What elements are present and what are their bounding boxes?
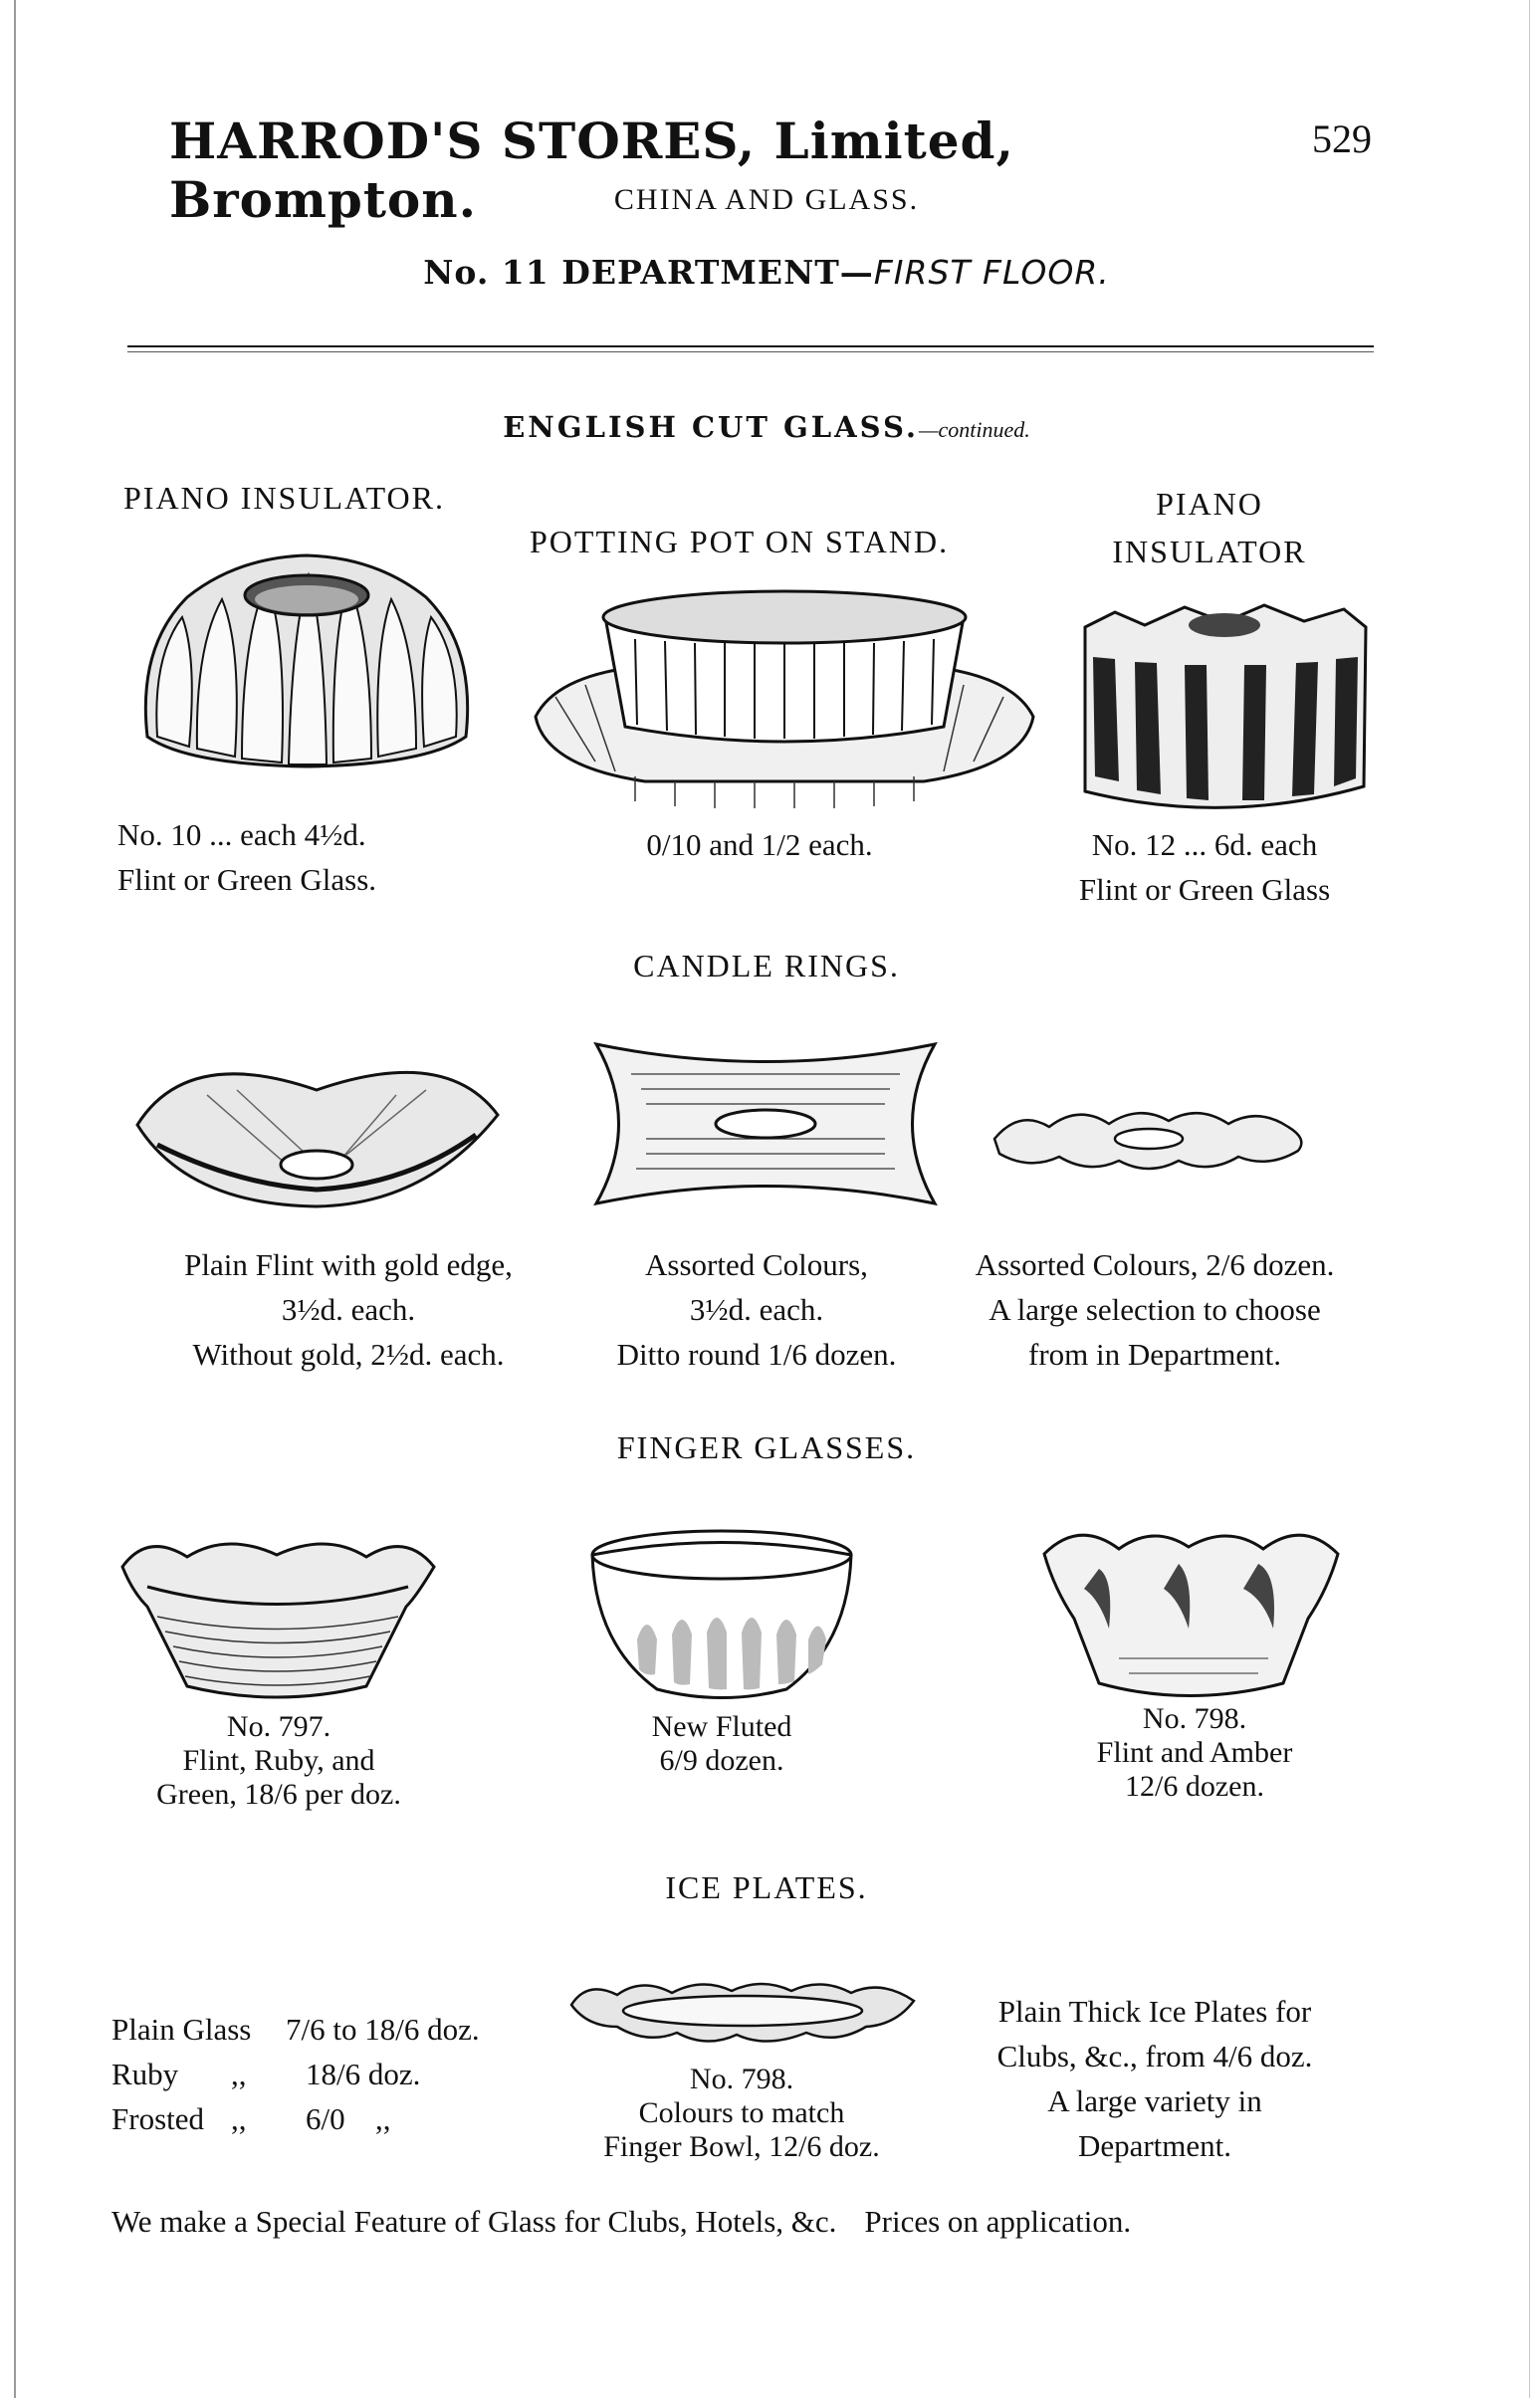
page-right-border	[1529, 0, 1530, 2398]
finger-glass-797-details	[100, 1710, 458, 1812]
ice-plates-right-note	[926, 1989, 1384, 2168]
candle-ring-2-details	[567, 1242, 946, 1377]
ice-plates-right-line-1: Plain Thick Ice Plates for	[997, 1994, 1312, 2029]
ice-plates-right-line-2: Clubs, &c., from 4/6 doz.	[996, 2039, 1313, 2073]
page-number: 529	[1312, 116, 1372, 161]
candle-ring-2-line-3: Ditto round 1/6 dozen.	[616, 1337, 897, 1372]
candle-ring-square-illustration	[591, 1039, 940, 1208]
finger-glass-fluted-price: 6/9 dozen.	[659, 1744, 784, 1777]
piano-insulator-right-details	[1035, 822, 1374, 912]
finger-glass-fluted-name: New Fluted	[651, 1710, 792, 1743]
section-english-cut-glass	[378, 410, 1155, 444]
ice-plate-price: 6/0	[306, 2101, 345, 2136]
ice-plate-row-plain	[111, 2007, 569, 2052]
candle-ring-2-line-2: 3½d. each.	[689, 1292, 824, 1327]
finger-glass-798-details	[1035, 1702, 1354, 1804]
section-continued: —continued.	[918, 417, 1030, 442]
footer-special-feature: We make a Special Feature of Glass for Clubs, Hotels, &c.	[111, 2204, 837, 2239]
finger-glass-798-price: 12/6 dozen.	[1125, 1770, 1264, 1803]
ice-plates-right-line-3: A large variety in	[1047, 2083, 1262, 2118]
ice-plate-price: 18/6 doz.	[306, 2057, 421, 2091]
page-left-border	[14, 0, 16, 2398]
piano-insulator-left-caption: PIANO INSULATOR.	[123, 480, 445, 516]
footer-prices: Prices on application.	[864, 2204, 1132, 2239]
potting-pot-price: 0/10 and 1/2 each.	[646, 827, 873, 862]
ice-plates-left-list	[111, 2007, 569, 2141]
candle-ring-3-line-3: from in Department.	[1028, 1337, 1281, 1372]
ice-plate-name: Ruby	[111, 2057, 179, 2091]
ditto-mark: ,,	[231, 2101, 247, 2136]
ice-plates-title: ICE PLATES.	[665, 1869, 868, 1905]
piano-insulator-right-caption-2: INSULATOR	[1112, 534, 1307, 569]
candle-ring-2-line-1: Assorted Colours,	[645, 1247, 868, 1282]
piano-insulator-right-caption-1: PIANO	[1156, 486, 1263, 522]
candle-ring-1-details	[119, 1242, 577, 1377]
ice-plate-798-number: No. 798.	[689, 2063, 794, 2095]
ice-plate-name: Plain Glass	[111, 2012, 252, 2047]
piano-insulator-cogged-illustration	[1075, 587, 1374, 826]
candle-ring-3-line-2: A large selection to choose	[989, 1292, 1321, 1327]
department-line	[299, 253, 1234, 292]
ice-plate-row-ruby	[111, 2052, 569, 2096]
ice-plate-798-colour-note: Colours to match	[638, 2096, 845, 2129]
candle-ring-3-details	[916, 1242, 1394, 1377]
potting-pot-on-stand-illustration	[526, 577, 1043, 816]
footer-note	[111, 2204, 1406, 2240]
ice-plate-798-details	[557, 2063, 926, 2164]
candle-ring-frilled-illustration	[990, 1099, 1308, 1179]
finger-glass-797-number: No. 797.	[226, 1710, 331, 1743]
finger-glasses-title: FINGER GLASSES.	[616, 1429, 917, 1465]
candle-ring-flint-illustration	[127, 1035, 506, 1214]
candle-ring-1-line-3: Without gold, 2½d. each.	[192, 1337, 505, 1372]
candle-ring-1-line-2: 3½d. each.	[281, 1292, 416, 1327]
ice-plate-name: Frosted	[111, 2101, 204, 2136]
candle-ring-3-line-1: Assorted Colours, 2/6 dozen.	[975, 1247, 1335, 1282]
department-floor: FIRST FLOOR.	[873, 253, 1110, 292]
finger-glass-797-price: Green, 18/6 per doz.	[156, 1778, 401, 1811]
ditto-mark: ,,	[375, 2101, 391, 2136]
ice-plate-798-price: Finger Bowl, 12/6 doz.	[603, 2130, 880, 2163]
finger-glass-797-colours: Flint, Ruby, and	[182, 1744, 375, 1777]
finger-glass-798-illustration	[1039, 1519, 1344, 1708]
ice-plate-row-frosted	[111, 2096, 569, 2141]
catalog-subtitle: CHINA AND GLASS.	[613, 183, 920, 216]
finger-glass-797-illustration	[117, 1527, 438, 1706]
store-heading: HARROD'S STORES, Limited, Brompton.	[169, 111, 1014, 229]
department-prefix: No. 11 DEPARTMENT—	[423, 253, 874, 292]
finger-glass-798-number: No. 798.	[1142, 1702, 1247, 1735]
ditto-mark: ,,	[231, 2057, 247, 2091]
finger-glass-fluted-details	[557, 1710, 886, 1778]
ice-plate-price: 7/6 to 18/6 doz.	[286, 2012, 480, 2047]
piano-insulator-left-material: Flint or Green Glass.	[117, 862, 377, 897]
potting-pot-caption: POTTING POT ON STAND.	[530, 524, 950, 559]
piano-insulator-left-price: No. 10 ... each 4½d.	[117, 817, 366, 852]
candle-rings-title: CANDLE RINGS.	[633, 948, 900, 983]
piano-insulator-fluted-illustration	[127, 538, 486, 776]
section-title: ENGLISH CUT GLASS.	[503, 410, 919, 444]
piano-insulator-left-details	[117, 812, 376, 902]
ice-plate-798-illustration	[567, 1975, 918, 2053]
piano-insulator-right-material: Flint or Green Glass	[1078, 872, 1331, 907]
piano-insulator-right-price: No. 12 ... 6d. each	[1091, 827, 1318, 862]
finger-glass-fluted-illustration	[587, 1525, 856, 1704]
finger-glass-798-colours: Flint and Amber	[1096, 1736, 1293, 1769]
candle-ring-1-line-1: Plain Flint with gold edge,	[184, 1247, 513, 1282]
header-rule	[127, 345, 1374, 347]
header-rule-thin	[127, 351, 1374, 352]
ice-plates-right-line-4: Department.	[1077, 2128, 1232, 2163]
piano-insulator-right-caption	[1095, 480, 1324, 575]
